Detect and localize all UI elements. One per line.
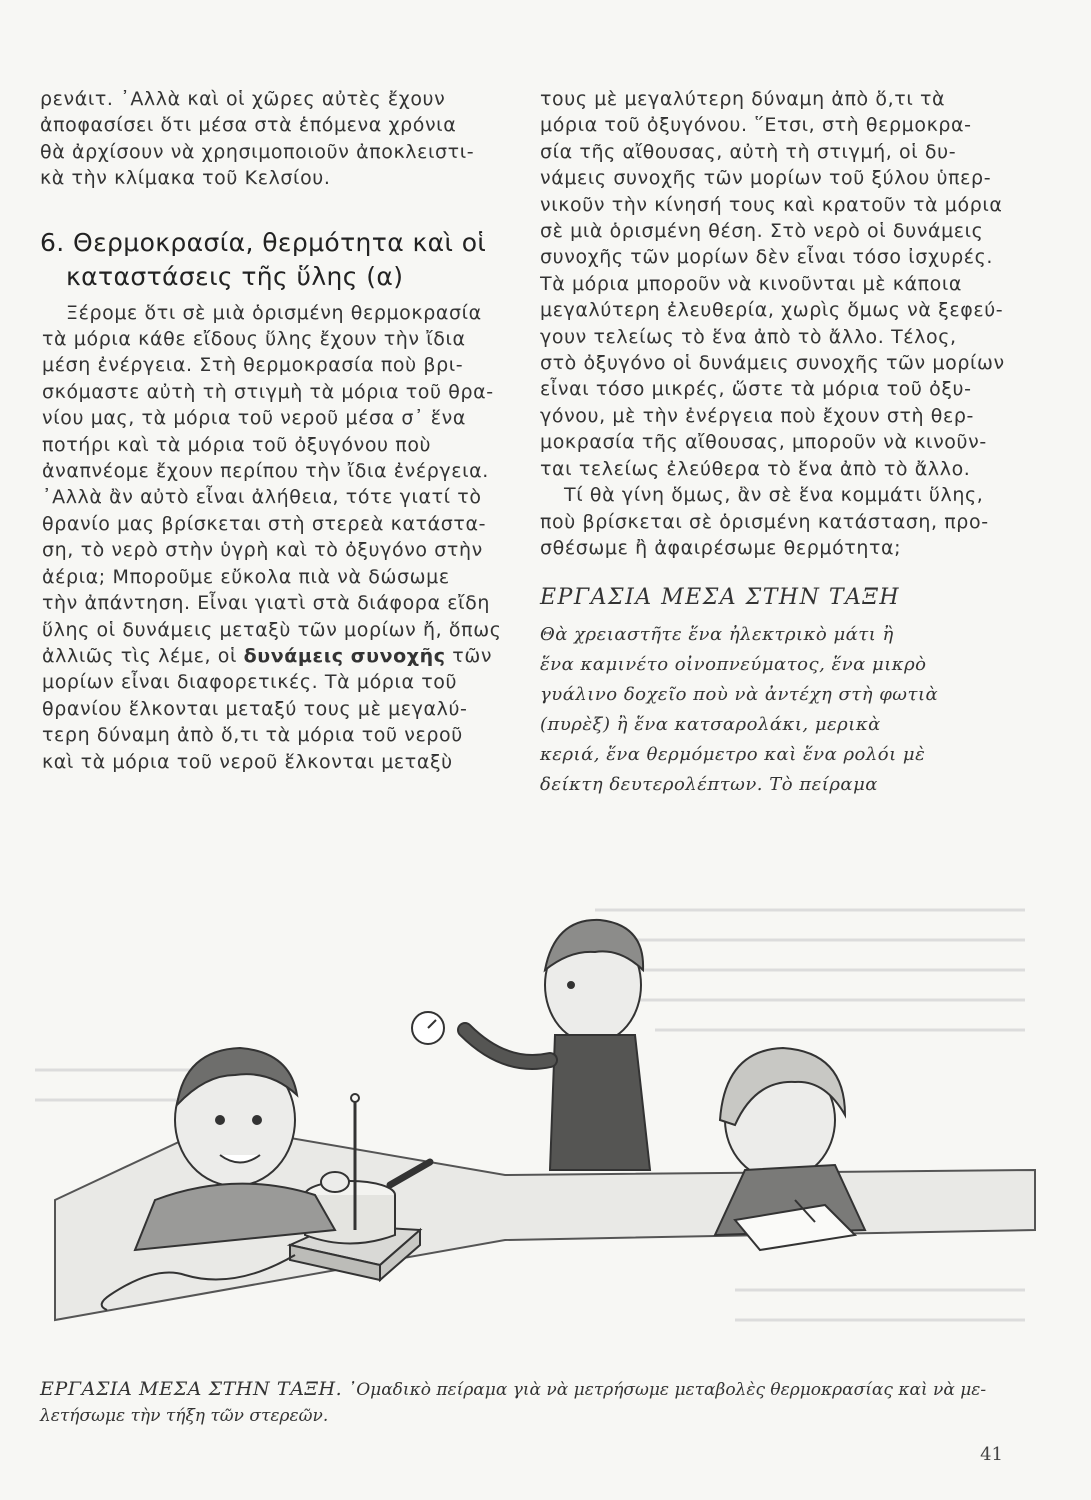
figure-caption — [40, 1376, 1050, 1429]
caption-text: ᾿Ομαδικὸ πείραμα γιὰ νὰ μετρήσωμε μεταβολὲς θερμοκρασίας καὶ νὰ με- — [347, 1380, 987, 1400]
text-line: σία τῆς αἴθουσας, αὐτὴ τὴ στιγμή, οἱ δυ- — [540, 140, 957, 163]
text-fragment: ἀλλιῶς τὶς λέμε, οἱ — [42, 644, 238, 667]
text-line: ποτήρι καὶ τὰ μόρια τοῦ ὀξυγόνου ποὺ — [42, 433, 432, 456]
text-line: ται τελείως ἐλεύθερα τὸ ἕνα ἀπὸ τὸ ἄλλο. — [540, 457, 971, 480]
text-line: τὴν ἀπάντηση. Εἶναι γιατὶ στὰ διάφορα εἴδη — [42, 592, 490, 615]
text-line: Τί θὰ γίνη ὅμως, ἂν σὲ ἕνα κομμάτι ὕλης, — [564, 484, 984, 507]
question-paragraph — [540, 482, 1028, 561]
activity-title: ΕΡΓΑΣΙΑ ΜΕΣΑ ΣΤΗΝ ΤΑΞΗ — [540, 585, 901, 611]
classroom-experiment-illustration — [35, 870, 1055, 1380]
page-number: 41 — [980, 1444, 1003, 1465]
intro-paragraph — [40, 86, 510, 192]
text-line: μοκρασία τῆς αἴθουσας, μποροῦν νὰ κινοῦν- — [540, 431, 987, 454]
text-line: γουν τελείως τὸ ἕνα ἀπὸ τὸ ἄλλο. Τέλος, — [540, 325, 957, 348]
caption-title: ΕΡΓΑΣΙΑ ΜΕΣΑ ΣΤΗΝ ΤΑΞΗ. — [40, 1378, 343, 1400]
text-line: συνοχῆς τῶν μορίων δὲν εἶναι τόσο ἰσχυρές. — [540, 246, 994, 269]
text-line: Τὰ μόρια μποροῦν νὰ κινοῦνται μὲ κάποια — [540, 272, 963, 295]
right-column — [540, 86, 1028, 800]
text-line: εἶναι τόσο μικρές, ὥστε τὰ μόρια τοῦ ὀξυ- — [540, 378, 972, 401]
text-fragment: τῶν — [452, 644, 493, 667]
text-line: γόνου, μὲ τὴν ἐνέργεια ποὺ ἔχουν στὴ θερ- — [540, 404, 975, 427]
boy-middle — [412, 920, 650, 1170]
text-line: νάμεις συνοχῆς τῶν μορίων τοῦ ξύλου ὑπερ- — [540, 167, 992, 190]
text-line: ἕνα καμινέτο οἰνοπνεύματος, ἕνα μικρὸ — [540, 654, 927, 676]
text-line: θρανίο μας βρίσκεται στὴ στερεὰ κατάστα- — [42, 512, 487, 535]
text-line: Θὰ χρειαστῆτε ἕνα ἠλεκτρικὸ μάτι ἢ — [540, 624, 894, 646]
heading-line-2: καταστάσεις τῆς ὕλης (α) — [66, 261, 404, 291]
text-line: νίου μας, τὰ μόρια τοῦ νεροῦ μέσα σ᾿ ἕνα — [42, 407, 466, 430]
text-line: ἀναπνέομε ἔχουν περίπου τὴν ἴδια ἐνέργεια. — [42, 460, 489, 483]
text-line: στὸ ὀξυγόνο οἱ δυνάμεις συνοχῆς τῶν μορίων — [540, 352, 1005, 375]
text-line: (πυρὲξ) ἢ ἕνα κατσαρολάκι, μερικὰ — [540, 714, 881, 736]
section-heading — [40, 226, 510, 294]
text-line: μόρια τοῦ ὀξυγόνου. ῞Ετσι, στὴ θερμοκρα- — [540, 114, 972, 137]
text-line: σθέσωμε ἢ ἀφαιρέσωμε θερμότητα; — [540, 536, 902, 559]
text-line: γυάλινο δοχεῖο ποὺ νὰ ἀντέχη στὴ φωτιὰ — [540, 684, 939, 706]
text-line: τους μὲ μεγαλύτερη δύναμη ἀπὸ ὅ,τι τὰ — [540, 88, 946, 110]
girl-right — [715, 1048, 865, 1250]
text-line: νικοῦν τὴν κίνησή τους καὶ κρατοῦν τὰ μόρια — [540, 193, 1003, 216]
text-line: τὰ μόρια κάθε εἴδους ὕλης ἔχουν τὴν ἴδια — [42, 328, 466, 351]
text-line: ρενάιτ. ᾿Αλλὰ καὶ οἱ χῶρες αὐτὲς ἔχουν — [40, 88, 446, 110]
text-line: σὲ μιὰ ὁρισμένη θέση. Στὸ νερὸ οἱ δυνάμεις — [540, 220, 984, 243]
key-term: δυνάμεις συνοχῆς — [243, 644, 446, 667]
text-line: σκόμαστε αὐτὴ τὴ στιγμὴ τὰ μόρια τοῦ θρα- — [42, 380, 494, 403]
text-line: ποὺ βρίσκεται σὲ ὁρισμένη κατάσταση, προ- — [540, 510, 989, 533]
text-line: μέση ἐνέργεια. Στὴ θερμοκρασία ποὺ βρι- — [42, 354, 464, 377]
text-line-with-term — [42, 643, 510, 669]
body-paragraph — [40, 300, 510, 775]
left-column — [40, 86, 510, 775]
text-line: ὕλης οἱ δυνάμεις μεταξὺ τῶν μορίων ἤ, ὅπως — [42, 618, 502, 641]
text-line: τερη δύναμη ἀπὸ ὅ,τι τὰ μόρια τοῦ νεροῦ — [42, 724, 463, 747]
text-line: μορίων εἶναι διαφορετικές. Τὰ μόρια τοῦ — [42, 671, 458, 694]
caption-text: λετήσωμε τὴν τήξη τῶν στερεῶν. — [40, 1406, 329, 1426]
heading-line-1: 6. Θερμοκρασία, θερμότητα καὶ οἱ — [40, 227, 487, 257]
text-line: κεριά, ἕνα θερμόμετρο καὶ ἕνα ρολόι μὲ — [540, 744, 926, 766]
activity-instructions — [540, 620, 1028, 800]
text-line: μεγαλύτερη ἐλευθερία, χωρὶς ὅμως νὰ ξεφεύ- — [540, 299, 1004, 322]
text-line: κὰ τὴν κλίμακα τοῦ Κελσίου. — [40, 167, 331, 190]
body-paragraph — [540, 86, 1028, 482]
text-line: δείκτη δευτερολέπτων. Τὸ πείραμα — [540, 774, 878, 796]
text-line: θὰ ἀρχίσουν νὰ χρησιμοποιοῦν ἀποκλειστι- — [40, 140, 475, 163]
text-line: καὶ τὰ μόρια τοῦ νεροῦ ἕλκονται μεταξὺ — [42, 750, 453, 773]
text-line: ᾿Αλλὰ ἂν αὐτὸ εἶναι ἀλήθεια, τότε γιατί τὸ — [42, 486, 482, 509]
text-line: ἀέρια; Μποροῦμε εὔκολα πιὰ νὰ δώσωμε — [42, 565, 450, 588]
text-line: θρανίου ἕλκονται μεταξύ τους μὲ μεγαλύ- — [42, 697, 468, 720]
text-line: Ξέρομε ὅτι σὲ μιὰ ὁρισμένη θερμοκρασία — [66, 301, 482, 324]
text-line: ση, τὸ νερὸ στὴν ὑγρὴ καὶ τὸ ὀξυγόνο στὴν — [42, 539, 483, 562]
text-line: ἀποφασίσει ὅτι μέσα στὰ ἑπόμενα χρόνια — [40, 114, 457, 137]
